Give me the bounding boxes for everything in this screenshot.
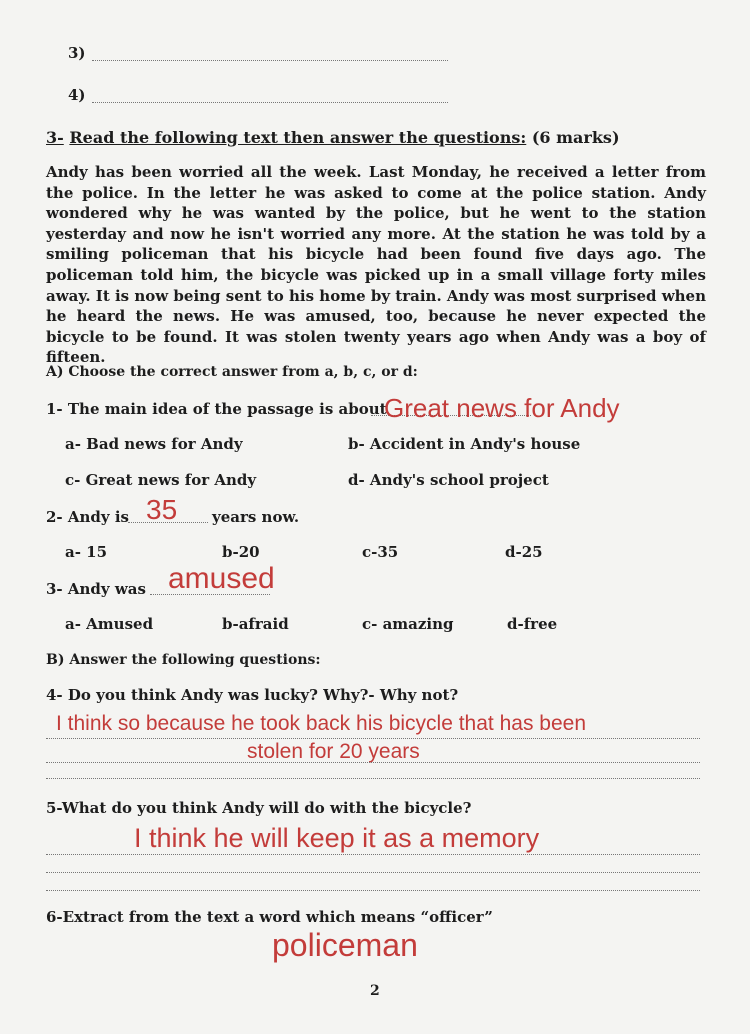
q2-option-a: a- 15	[65, 543, 108, 561]
q1-option-c: c- Great news for Andy	[65, 471, 257, 489]
section-number: 3-	[46, 128, 64, 147]
part-a-heading: A) Choose the correct answer from a, b, c, or d:	[46, 364, 418, 380]
q4-handwritten-answer-line2: stolen for 20 years	[247, 740, 420, 763]
answer-line	[92, 60, 448, 61]
q1-handwritten-answer: Great news for Andy	[384, 393, 620, 423]
question-2-prefix: 2- Andy is	[46, 508, 129, 526]
q6-handwritten-answer: policeman	[272, 927, 418, 963]
question-6: 6-Extract from the text a word which means “officer”	[46, 908, 493, 926]
q4-handwritten-answer-line1: I think so because he took back his bicycle that has been	[56, 712, 586, 735]
q3-option-a: a- Amused	[65, 615, 154, 633]
answer-line	[46, 778, 700, 779]
line-3-label: 3)	[68, 44, 86, 62]
q2-handwritten-answer: 35	[146, 494, 178, 525]
answer-line	[46, 762, 700, 763]
answer-line	[92, 102, 448, 103]
q2-option-b: b-20	[222, 543, 260, 561]
question-4: 4- Do you think Andy was lucky? Why?- Why not?	[46, 686, 459, 704]
q3-option-c: c- amazing	[362, 615, 454, 633]
line-4-label: 4)	[68, 86, 86, 104]
part-b-heading: B) Answer the following questions:	[46, 652, 321, 668]
question-1: 1- The main idea of the passage is about	[46, 400, 387, 418]
section-title: Read the following text then answer the questions:	[69, 128, 527, 147]
question-2-suffix: years now.	[212, 508, 300, 526]
page-number: 2	[370, 983, 380, 999]
section-marks: (6 marks)	[531, 128, 620, 147]
answer-line	[46, 872, 700, 873]
q3-option-d: d-free	[507, 615, 558, 633]
q2-option-d: d-25	[505, 543, 543, 561]
answer-line	[46, 738, 700, 739]
reading-passage: Andy has been worried all the week. Last Monday, he received a letter from the police. In the letter he was asked to come at the police station. Andy wondered why he was wanted by the police, but he went to the station yesterday and now he isn't worried any more. At the station he was told by a smiling policeman that his bicycle had been found five days ago. The policeman told him, the bicycle was picked up in a small village forty miles away. It is now being sent to his home by train. Andy was most surprised when he heard the news. He was amused, too, because he never expected the bicycle to be found. It was stolen twenty years ago when Andy was a boy of fifteen.	[46, 163, 706, 367]
q1-option-a: a- Bad news for Andy	[65, 435, 243, 453]
q1-option-d: d- Andy's school project	[348, 471, 549, 489]
q3-handwritten-answer: amused	[168, 562, 275, 595]
question-5: 5-What do you think Andy will do with the bicycle?	[46, 799, 472, 817]
question-3-prefix: 3- Andy was	[46, 580, 146, 598]
q2-option-c: c-35	[362, 543, 399, 561]
answer-line	[46, 890, 700, 891]
section-heading	[46, 128, 620, 147]
q3-option-b: b-afraid	[222, 615, 289, 633]
q1-option-b: b- Accident in Andy's house	[348, 435, 581, 453]
answer-line	[46, 854, 700, 855]
q5-handwritten-answer: I think he will keep it as a memory	[134, 823, 540, 853]
